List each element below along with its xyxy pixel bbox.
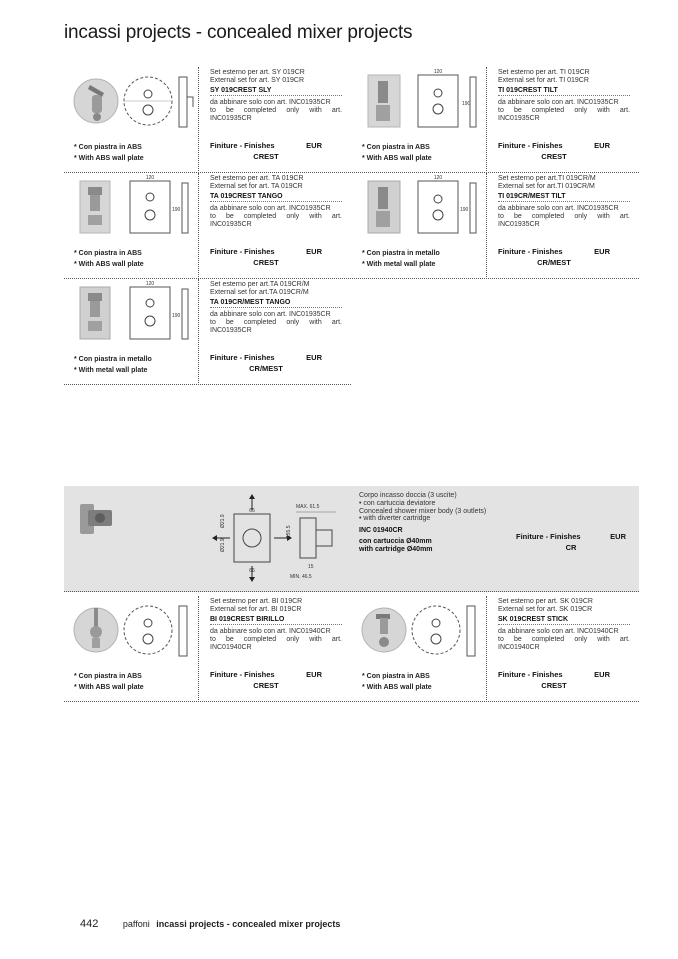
plate-note: * Con piastra in metallo * With metal wall plate xyxy=(74,356,152,374)
finishes-block: Finiture - Finishes EUR CR/MEST xyxy=(210,353,322,373)
divider xyxy=(198,67,199,171)
finish-value: CREST xyxy=(253,258,279,267)
product-description: Set esterno per art.TA 019CR/M External set for art.TA 019CR/M TA 019CR/MEST TANGO da abbinare solo con art. INC01935CR to be completed only with art. INC01935CR xyxy=(210,281,342,334)
finish-value: CR/MEST xyxy=(249,364,283,373)
plate-note: * Con piastra in metallo * With metal wall plate xyxy=(362,250,440,268)
page-footer xyxy=(80,918,340,930)
product-image-ta xyxy=(64,173,198,245)
plate-note: * Con piastra in ABS * With ABS wall plate xyxy=(362,144,432,162)
product-image-ti-metal xyxy=(352,173,486,245)
svg-text:66: 66 xyxy=(249,568,255,574)
product-description: Set esterno per art. SY 019CR External set for art. SY 019CR SY 019CREST SLY da abbinare solo con art. INC01935CR to be completed only with art. INC01935CR xyxy=(210,69,342,122)
footer-title: incassi projects - concealed mixer projects xyxy=(156,919,341,929)
finishes-block: Finiture - Finishes EUR CREST xyxy=(210,670,322,690)
product-description: Set esterno per art.TI 019CR/M External set for art.TI 019CR/M TI 019CR/MEST TILT da abbinare solo con art. INC01935CR to be completed only with art. INC01935CR xyxy=(498,175,630,228)
product-image-ta-metal xyxy=(64,279,198,351)
product-code: TA 019CR/MEST TANGO xyxy=(210,299,342,309)
row-divider xyxy=(64,701,351,702)
product-description: Set esterno per art. TI 019CR External set for art. TI 019CR TI 019CREST TILT da abbinare solo con art. INC01935CR to be completed only with art. INC01935CR xyxy=(498,69,630,122)
product-cell-ta xyxy=(64,173,351,279)
product-code: TA 019CREST TANGO xyxy=(210,193,342,203)
svg-text:MAX. 61.5: MAX. 61.5 xyxy=(296,504,320,510)
product-cell-sy xyxy=(64,67,351,173)
body-description: Corpo incasso doccia (3 uscite) • con cartuccia deviatore Concealed shower mixer body (3 outlets) • with diverter cartridge INC 01940CR con cartuccia Ø40mm with cartridge Ø40mm xyxy=(359,492,519,554)
footer-brand: paffoni xyxy=(122,919,150,929)
row-divider xyxy=(352,701,639,702)
svg-text:120: 120 xyxy=(433,69,443,75)
svg-text:120: 120 xyxy=(433,175,443,181)
plate-note: * Con piastra in ABS * With ABS wall plate xyxy=(74,144,144,162)
divider xyxy=(198,279,199,383)
product-description: Set esterno per art. TA 019CR External set for art. TA 019CR TA 019CREST TANGO da abbinare solo con art. INC01935CR to be completed only with art. INC01935CR xyxy=(210,175,342,228)
finish-value: CREST xyxy=(541,681,567,690)
finishes-block: Finiture - Finishes EUR CREST xyxy=(210,247,322,267)
svg-text:155.5: 155.5 xyxy=(286,525,292,538)
svg-text:190: 190 xyxy=(172,313,181,319)
product-code: TI 019CREST TILT xyxy=(498,87,630,97)
svg-text:190: 190 xyxy=(460,207,469,213)
product-code: INC 01940CR xyxy=(359,527,403,535)
svg-text:Ø21.9: Ø21.9 xyxy=(220,514,226,528)
product-image-sk xyxy=(352,596,486,668)
finishes-block: Finiture - Finishes EUR CREST xyxy=(498,670,610,690)
svg-text:MIN. 46.5: MIN. 46.5 xyxy=(290,574,312,580)
finish-value: CR xyxy=(565,543,577,552)
divider xyxy=(198,173,199,277)
page-number: 442 xyxy=(80,918,99,930)
product-image-bi xyxy=(64,596,198,668)
finishes-block: Finiture - Finishes EUR CR/MEST xyxy=(498,247,610,267)
concealed-body-drawing xyxy=(64,488,354,588)
product-cell-ti-metal xyxy=(352,173,639,279)
product-code: SK 019CREST STICK xyxy=(498,616,630,626)
product-cell-sk xyxy=(352,596,639,702)
divider xyxy=(486,596,487,700)
plate-note: * Con piastra in ABS * With ABS wall plate xyxy=(74,250,144,268)
row-divider xyxy=(352,278,639,279)
product-code: BI 019CREST BIRILLO xyxy=(210,616,342,626)
svg-text:66: 66 xyxy=(249,508,255,514)
product-code: SY 019CREST SLY xyxy=(210,87,342,97)
finishes-block: Finiture - Finishes EUR CR xyxy=(516,532,626,552)
product-image-ti xyxy=(352,67,486,139)
divider xyxy=(486,67,487,171)
finish-value: CREST xyxy=(253,152,279,161)
product-cell-ti xyxy=(352,67,639,173)
finishes-block: Finiture - Finishes EUR CREST xyxy=(498,141,610,161)
svg-text:190: 190 xyxy=(462,101,471,107)
plate-note: * Con piastra in ABS * With ABS wall plate xyxy=(362,673,432,691)
plate-note: * Con piastra in ABS * With ABS wall plate xyxy=(74,673,144,691)
divider xyxy=(486,173,487,277)
product-image-sy xyxy=(64,67,198,139)
product-cell-ta-metal xyxy=(64,279,351,385)
product-description: Set esterno per art. SK 019CR External set for art. SK 019CR SK 019CREST STICK da abbinare solo con art. INC01940CR to be completed only with art. INC01940CR xyxy=(498,598,630,651)
svg-text:15: 15 xyxy=(308,564,314,570)
product-cell-bi xyxy=(64,596,351,702)
divider xyxy=(198,596,199,700)
page-title: incassi projects - concealed mixer projects xyxy=(64,22,413,43)
svg-text:190: 190 xyxy=(172,207,181,213)
product-code: TI 019CR/MEST TILT xyxy=(498,193,630,203)
finish-value: CREST xyxy=(541,152,567,161)
row-divider xyxy=(64,384,351,385)
svg-text:120: 120 xyxy=(145,281,155,287)
svg-text:120: 120 xyxy=(145,175,155,181)
concealed-body-panel xyxy=(64,486,639,592)
finish-value: CR/MEST xyxy=(537,258,571,267)
finish-value: CREST xyxy=(253,681,279,690)
svg-text:Ø21.9: Ø21.9 xyxy=(220,538,226,552)
product-description: Set esterno per art. BI 019CR External set for art. BI 019CR BI 019CREST BIRILLO da abbinare solo con art. INC01940CR to be completed only with art. INC01940CR xyxy=(210,598,342,651)
finishes-block: Finiture - Finishes EUR CREST xyxy=(210,141,322,161)
